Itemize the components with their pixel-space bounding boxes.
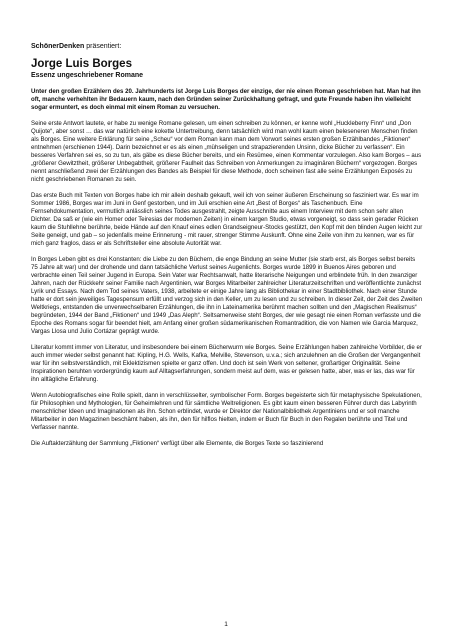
paragraph-2: Das erste Buch mit Texten von Borges habe ich mir allein deshalb gekauft, weil ich von seiner äußeren Erscheinung so fasziniert war. Es war im Sommer 1986, Borges war im Juni in Genf gestorben, und im Juli erschien eine Art „Best of Borges“ als Taschenbuch. Eine Fernsehdokumentation, vermutlich anlässlich seines Todes ausgestrahlt, zeigte Ausschnitte aus einem Interview mit dem schon sehr alten Dichter. Da saß er (wie ein Homer oder Teiresias der modernen Zeiten) in einem kargen Studio, etwas vorgeneigt, so dass sein gerader Rücken kaum die Stuhllehne berührte, beide Hände auf den Knauf eines edlen Grandseigneur-Stocks gestützt, den Kopf mit den blinden Augen leicht zur Seite geneigt, und gab – so jedenfalls meine Erinnerung - mit rauer, strenger Stimme Auskunft. Ohne eine Zeile von ihm zu kennen, war es für mich ganz fraglos, dass er als Schriftsteller eine absolute Autorität war. <box>31 192 423 247</box>
document-title: Jorge Luis Borges <box>31 58 132 70</box>
paragraph-6: Die Auftakterzählung der Sammlung „Fiktionen“ verfügt über alle Elemente, die Borges Texte so faszinierend <box>31 440 324 447</box>
brand-name: SchönerDenken <box>31 43 85 50</box>
document-subtitle: Essenz ungeschriebener Romane <box>31 72 144 79</box>
presenter-line <box>31 42 423 51</box>
lead-paragraph: Unter den großen Erzählern des 20. Jahrhunderts ist Jorge Luis Borges der einzige, der nie einen Roman geschrieben hat. Man hat ihn oft, manche verhehlten ihr Bedauern kaum, nach den Gründen seiner Zurückhaltung gefragt, und gute Freunde haben ihn vielleicht sogar ermuntert, es doch einmal mit einem Roman zu versuchen. <box>31 88 421 111</box>
presents-text: präsentiert: <box>84 43 122 50</box>
page-number: 1 <box>224 621 228 628</box>
paragraph-5: Wenn Autobiografisches eine Rolle spielt, dann in verschlüsselter, symbolischer Form. Borges begeisterte sich für metaphysische Spekulationen, für Philosophien und Mythologien, für Geheimlehren und für sämtliche Weltreligionen. Es gibt kaum einen besseren Führer durch das Labyrinth menschlicher Ideen und Imaginationen als ihn. Schon erblindet, wurde er Direktor der Nationalbibliothek Argentiniens und er soll manche Mitarbeiter in den Magazinen beschämt haben, als ihn, den für hilflos hielten, indem er Buch für Buch in den Regalen berührte und Titel und Verfasser nannte. <box>31 392 422 431</box>
paragraph-4: Literatur kommt immer von Literatur, und insbesondere bei einem Bücherwurm wie Borges. Seine Erzählungen haben zahlreiche Vorbilder, die er auch immer wieder selbst genannt hat: Kipling, H.G. Wells, Kafka, Melville, Stevenson, u.v.a.; sich anzulehnen an die Großen der Vergangenheit war für ihn selbstverständlich, mit Eklektizismen spielte er ganz offen. Und doch ist sein Werk von seltener, großartiger Originalität. Seine Inspirationen beruhten vordergründig kaum auf Alltagserfahrungen, sondern meist auf dem, was er gelesen hatte, aber, was er las, das war für ihn alltägliche Erfahrung. <box>31 344 422 383</box>
paragraph-3: In Borges Leben gibt es drei Konstanten: die Liebe zu den Büchern, die enge Bindung an seine Mutter (sie starb erst, als Borges selbst bereits 75 Jahre alt war) und der drohende und dann tatsächliche Verlust seines Augenlichts. Borges wurde 1899 in Buenos Aires geboren und verbrachte einen Teil seiner Jugend in Europa. Sein Vater war Rechtsanwalt, hatte literarische Neigungen und erblindete früh. In den zwanziger Jahren, nach der Rückkehr seiner Familie nach Argentinien, war Borges Mitarbeiter zahlreicher Literaturzeitschriften und veröffentlichte zunächst Lyrik und Essays. Nach dem Tod seines Vaters, 1938, arbeitete er einige Jahre lang als Bibliothekar in einer Stadtbibliothek. Nach einer Stunde hatte er dort sein jeweiliges Tagespensum erfüllt und verzog sich in den Keller, um zu lesen und zu schreiben. In dieser Zeit, der Zeit des Zweiten Weltkriegs, entstanden die unverwechselbaren Erzählungen, die ihn in Lateinamerika berühmt machen sollten und den „Magischen Realismus“ begründeten, 1944 der Band „Fiktionen“ und 1949 „Das Aleph“. Seltsamerweise steht Borges, der wie gesagt nie einen Roman verfasste und die Epoche des Romans sogar für beendet hielt, am Anfang einer großen südamerikanischen Romantradition, die von Namen wie Garcia Marquez, Vargas Llosa und Julio Cortázar geprägt wurde. <box>31 256 423 335</box>
paragraph-1: Seine erste Antwort lautete, er habe zu wenige Romane gelesen, um einen schreiben zu können, er kenne wohl „Huckleberry Finn“ und „Don Quijote“, aber sonst … das war natürlich eine kokette Untertreibung, denn tatsächlich wird man wohl kaum einen beleseneren Menschen finden als Borges. Eine weitere Erklärung für seine „Scheu“ vor dem Roman kann man dem Vorwort seines ersten großen Erzählbandes „Fiktionen“ entnehmen (erschienen 1944). Darin bezeichnet er es als einen „mühseligen und strapazierenden Unsinn, dicke Bücher zu verfassen“. Ein besseres Verfahren sei es, so zu tun, als gäbe es diese Bücher bereits, und ein Resümee, einen Kommentar vorzulegen. Also kam Borges – aus „größerer Gewitztheit, größerer Unbegabtheit, größerer Faulheit das Schreiben von Anmerkungen zu imaginären Büchern“ vorgezogen. Borges nennt anschließend zwei der Erzählungen des Bandes als Beispiel für diese Methode, doch scheinen fast alle seine Erzählungen Exposés zu nicht geschriebenen Romanen zu sein. <box>31 120 422 183</box>
document-body <box>31 42 423 456</box>
